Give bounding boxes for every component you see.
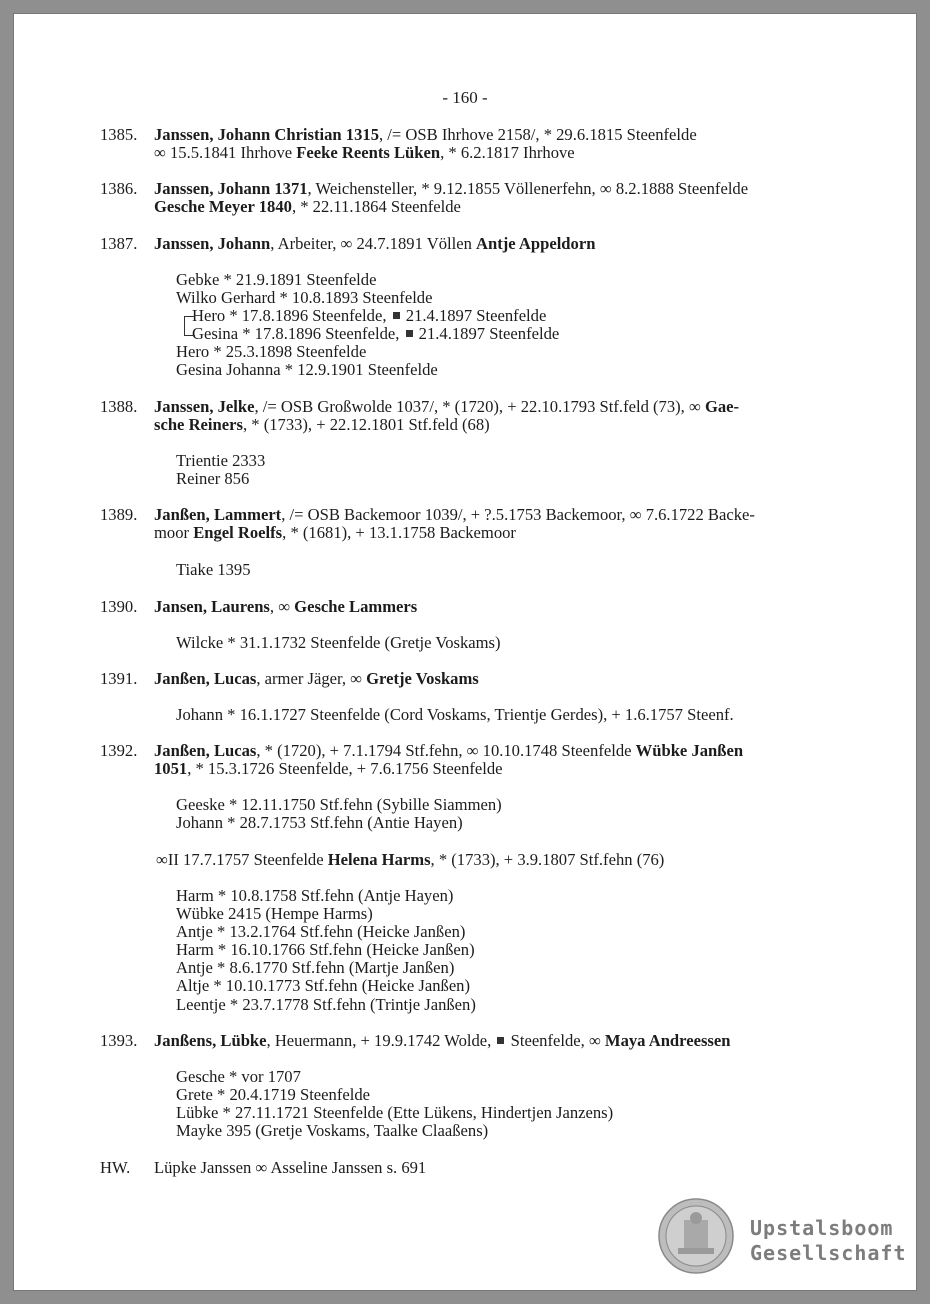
spouse-name: Gesche Meyer 1840 bbox=[154, 197, 292, 216]
entry-text: , * (1733), + 22.12.1801 Stf.feld (68) bbox=[242, 415, 490, 434]
page-number: - 160 - bbox=[442, 88, 488, 107]
child-item: Gesina Johanna * 12.9.1901 Steenfelde bbox=[176, 360, 438, 380]
child-item: Antje * 13.2.1764 Stf.fehn (Heicke Janßen) bbox=[176, 922, 466, 942]
children-list bbox=[176, 1068, 613, 1140]
children-list bbox=[176, 796, 502, 832]
entry-text: Steenfelde, ∞ bbox=[506, 1031, 605, 1050]
entry-text: , * 22.11.1864 Steenfelde bbox=[291, 197, 461, 216]
child-item: Wilko Gerhard * 10.8.1893 Steenfelde bbox=[176, 288, 433, 308]
burial-symbol-icon bbox=[497, 1037, 504, 1044]
entry-text: , Heuermann, + 19.9.1742 Wolde, bbox=[266, 1031, 496, 1050]
entry-number: 1387. bbox=[100, 234, 138, 253]
burial-symbol-icon bbox=[393, 312, 400, 319]
burial-symbol-icon bbox=[406, 330, 413, 337]
children-list bbox=[176, 706, 734, 724]
entry-1388 bbox=[100, 398, 860, 434]
entry-text: , * (1720), + 7.1.1794 Stf.fehn, ∞ 10.10.1748 Steenfelde bbox=[256, 741, 636, 760]
entry-text: , /= OSB Ihrhove 2158/, * 29.6.1815 Steenfelde bbox=[379, 125, 697, 144]
spouse-name: Helena Harms bbox=[327, 850, 431, 869]
entry-1392-second-marriage bbox=[156, 851, 856, 869]
entry-text: , ∞ bbox=[269, 597, 295, 616]
person-name: Janßens, Lübke bbox=[154, 1031, 267, 1050]
child-item: Wübke 2415 (Hempe Harms) bbox=[176, 904, 373, 924]
spouse-name: 1051 bbox=[154, 759, 188, 778]
entry-text: ∞ 15.5.1841 Ihrhove bbox=[154, 143, 297, 162]
entry-1385 bbox=[100, 126, 860, 162]
spouse-name: Feeke Reents Lüken bbox=[296, 143, 441, 162]
entry-text: , * 6.2.1817 Ihrhove bbox=[440, 143, 575, 162]
entry-text: , * 15.3.1726 Steenfelde, + 7.6.1756 Steenfelde bbox=[187, 759, 503, 778]
entry-1389 bbox=[100, 506, 860, 542]
entry-text: , * (1733), + 3.9.1807 Stf.fehn (76) bbox=[430, 850, 665, 869]
entry-number: 1386. bbox=[100, 179, 138, 198]
person-name: Janssen, Johann 1371 bbox=[154, 179, 308, 198]
entry-text: , /= OSB Backemoor 1039/, + ?.5.1753 Backemoor, ∞ 7.6.1722 Backe- bbox=[281, 505, 755, 524]
person-name: Jansen, Laurens bbox=[154, 597, 270, 616]
child-item: Johann * 16.1.1727 Steenfelde (Cord Voskams, Trientje Gerdes), + 1.6.1757 Steenf. bbox=[176, 705, 734, 724]
child-item: Hero * 17.8.1896 Steenfelde, 21.4.1897 Steenfelde bbox=[192, 306, 547, 326]
child-item: Mayke 395 (Gretje Voskams, Taalke Claaßens) bbox=[176, 1121, 489, 1141]
child-item: Hero * 25.3.1898 Steenfelde bbox=[176, 342, 367, 362]
entry-1393 bbox=[100, 1032, 860, 1050]
entry-number: 1393. bbox=[100, 1031, 138, 1050]
person-name: Janssen, Jelke bbox=[154, 397, 255, 416]
entry-number: 1385. bbox=[100, 125, 138, 144]
child-item: Leentje * 23.7.1778 Stf.fehn (Trintje Janßen) bbox=[176, 994, 476, 1014]
child-item: Lübke * 27.11.1721 Steenfelde (Ette Lükens, Hindertjen Janzens) bbox=[176, 1103, 614, 1123]
person-name: Janssen, Johann Christian 1315 bbox=[154, 125, 379, 144]
child-item: Reiner 856 bbox=[176, 469, 250, 489]
child-item: Trientie 2333 bbox=[176, 451, 266, 470]
entry-1391 bbox=[100, 670, 860, 688]
society-seal-icon bbox=[658, 1198, 734, 1274]
child-item: Grete * 20.4.1719 Steenfelde bbox=[176, 1085, 370, 1105]
entry-number: HW. bbox=[100, 1158, 131, 1177]
spouse-name: sche Reiners bbox=[154, 415, 243, 434]
spouse-name: Maya Andreessen bbox=[604, 1031, 731, 1050]
entry-1386 bbox=[100, 180, 860, 216]
entry-number: 1391. bbox=[100, 669, 138, 688]
child-item: Johann * 28.7.1753 Stf.fehn (Antie Hayen) bbox=[176, 813, 463, 833]
entry-1390 bbox=[100, 598, 860, 616]
child-item: Geeske * 12.11.1750 Stf.fehn (Sybille Siammen) bbox=[176, 795, 502, 814]
entry-number: 1389. bbox=[100, 505, 138, 524]
entry-text: moor bbox=[154, 523, 194, 542]
child-item: Wilcke * 31.1.1732 Steenfelde (Gretje Voskams) bbox=[176, 633, 501, 652]
spouse-name: Gesche Lammers bbox=[294, 597, 418, 616]
person-name: Janssen, Johann bbox=[154, 234, 271, 253]
entry-text: 17.7.1757 Steenfelde bbox=[178, 850, 328, 869]
entry-text: , /= OSB Großwolde 1037/, * (1720), + 22.10.1793 Stf.feld (73), ∞ bbox=[254, 397, 705, 416]
document-page bbox=[14, 14, 916, 1290]
entry-1392 bbox=[100, 742, 860, 778]
children-list bbox=[176, 887, 476, 1014]
entry-text: ∞II bbox=[156, 850, 179, 869]
spouse-name: Gae- bbox=[704, 397, 740, 416]
entry-hw bbox=[100, 1159, 860, 1177]
spouse-name: Antje Appeldorn bbox=[476, 234, 596, 253]
child-item: Tiake 1395 bbox=[176, 560, 251, 579]
entry-number: 1390. bbox=[100, 597, 138, 616]
society-name: Upstalsboom Gesellschaft bbox=[750, 1216, 907, 1265]
child-item: Gesche * vor 1707 bbox=[176, 1067, 301, 1086]
child-item: Antje * 8.6.1770 Stf.fehn (Martje Janßen) bbox=[176, 958, 455, 978]
children-list bbox=[176, 561, 251, 579]
twin-bracket-icon bbox=[184, 316, 195, 336]
entry-text: , Weichensteller, * 9.12.1855 Völlenerfehn, ∞ 8.2.1888 Steenfelde bbox=[307, 179, 749, 198]
entry-number: 1388. bbox=[100, 397, 138, 416]
person-name: Janßen, Lammert bbox=[154, 505, 282, 524]
entry-text: , * (1681), + 13.1.1758 Backemoor bbox=[282, 523, 516, 542]
child-item: Harm * 10.8.1758 Stf.fehn (Antje Hayen) bbox=[176, 886, 454, 905]
child-item: Altje * 10.10.1773 Stf.fehn (Heicke Janßen) bbox=[176, 976, 471, 996]
spouse-name: Engel Roelfs bbox=[193, 523, 283, 542]
entry-text: , Arbeiter, ∞ 24.7.1891 Völlen bbox=[270, 234, 477, 253]
spouse-name: Wübke Janßen bbox=[635, 741, 744, 760]
entry-text: Lüpke Janssen ∞ Asseline Janssen s. 691 bbox=[154, 1158, 427, 1177]
child-item: Gesina * 17.8.1896 Steenfelde, 21.4.1897 Steenfelde bbox=[192, 324, 560, 344]
entry-1387 bbox=[100, 235, 860, 253]
child-item: Harm * 16.10.1766 Stf.fehn (Heicke Janßen) bbox=[176, 940, 475, 960]
spouse-name: Gretje Voskams bbox=[366, 669, 479, 688]
child-item: Gebke * 21.9.1891 Steenfelde bbox=[176, 270, 377, 289]
person-name: Janßen, Lucas bbox=[154, 741, 257, 760]
children-list bbox=[176, 271, 559, 380]
children-list bbox=[176, 634, 501, 652]
entry-text: , armer Jäger, ∞ bbox=[256, 669, 367, 688]
person-name: Janßen, Lucas bbox=[154, 669, 257, 688]
entry-number: 1392. bbox=[100, 741, 138, 760]
children-list bbox=[176, 452, 265, 488]
